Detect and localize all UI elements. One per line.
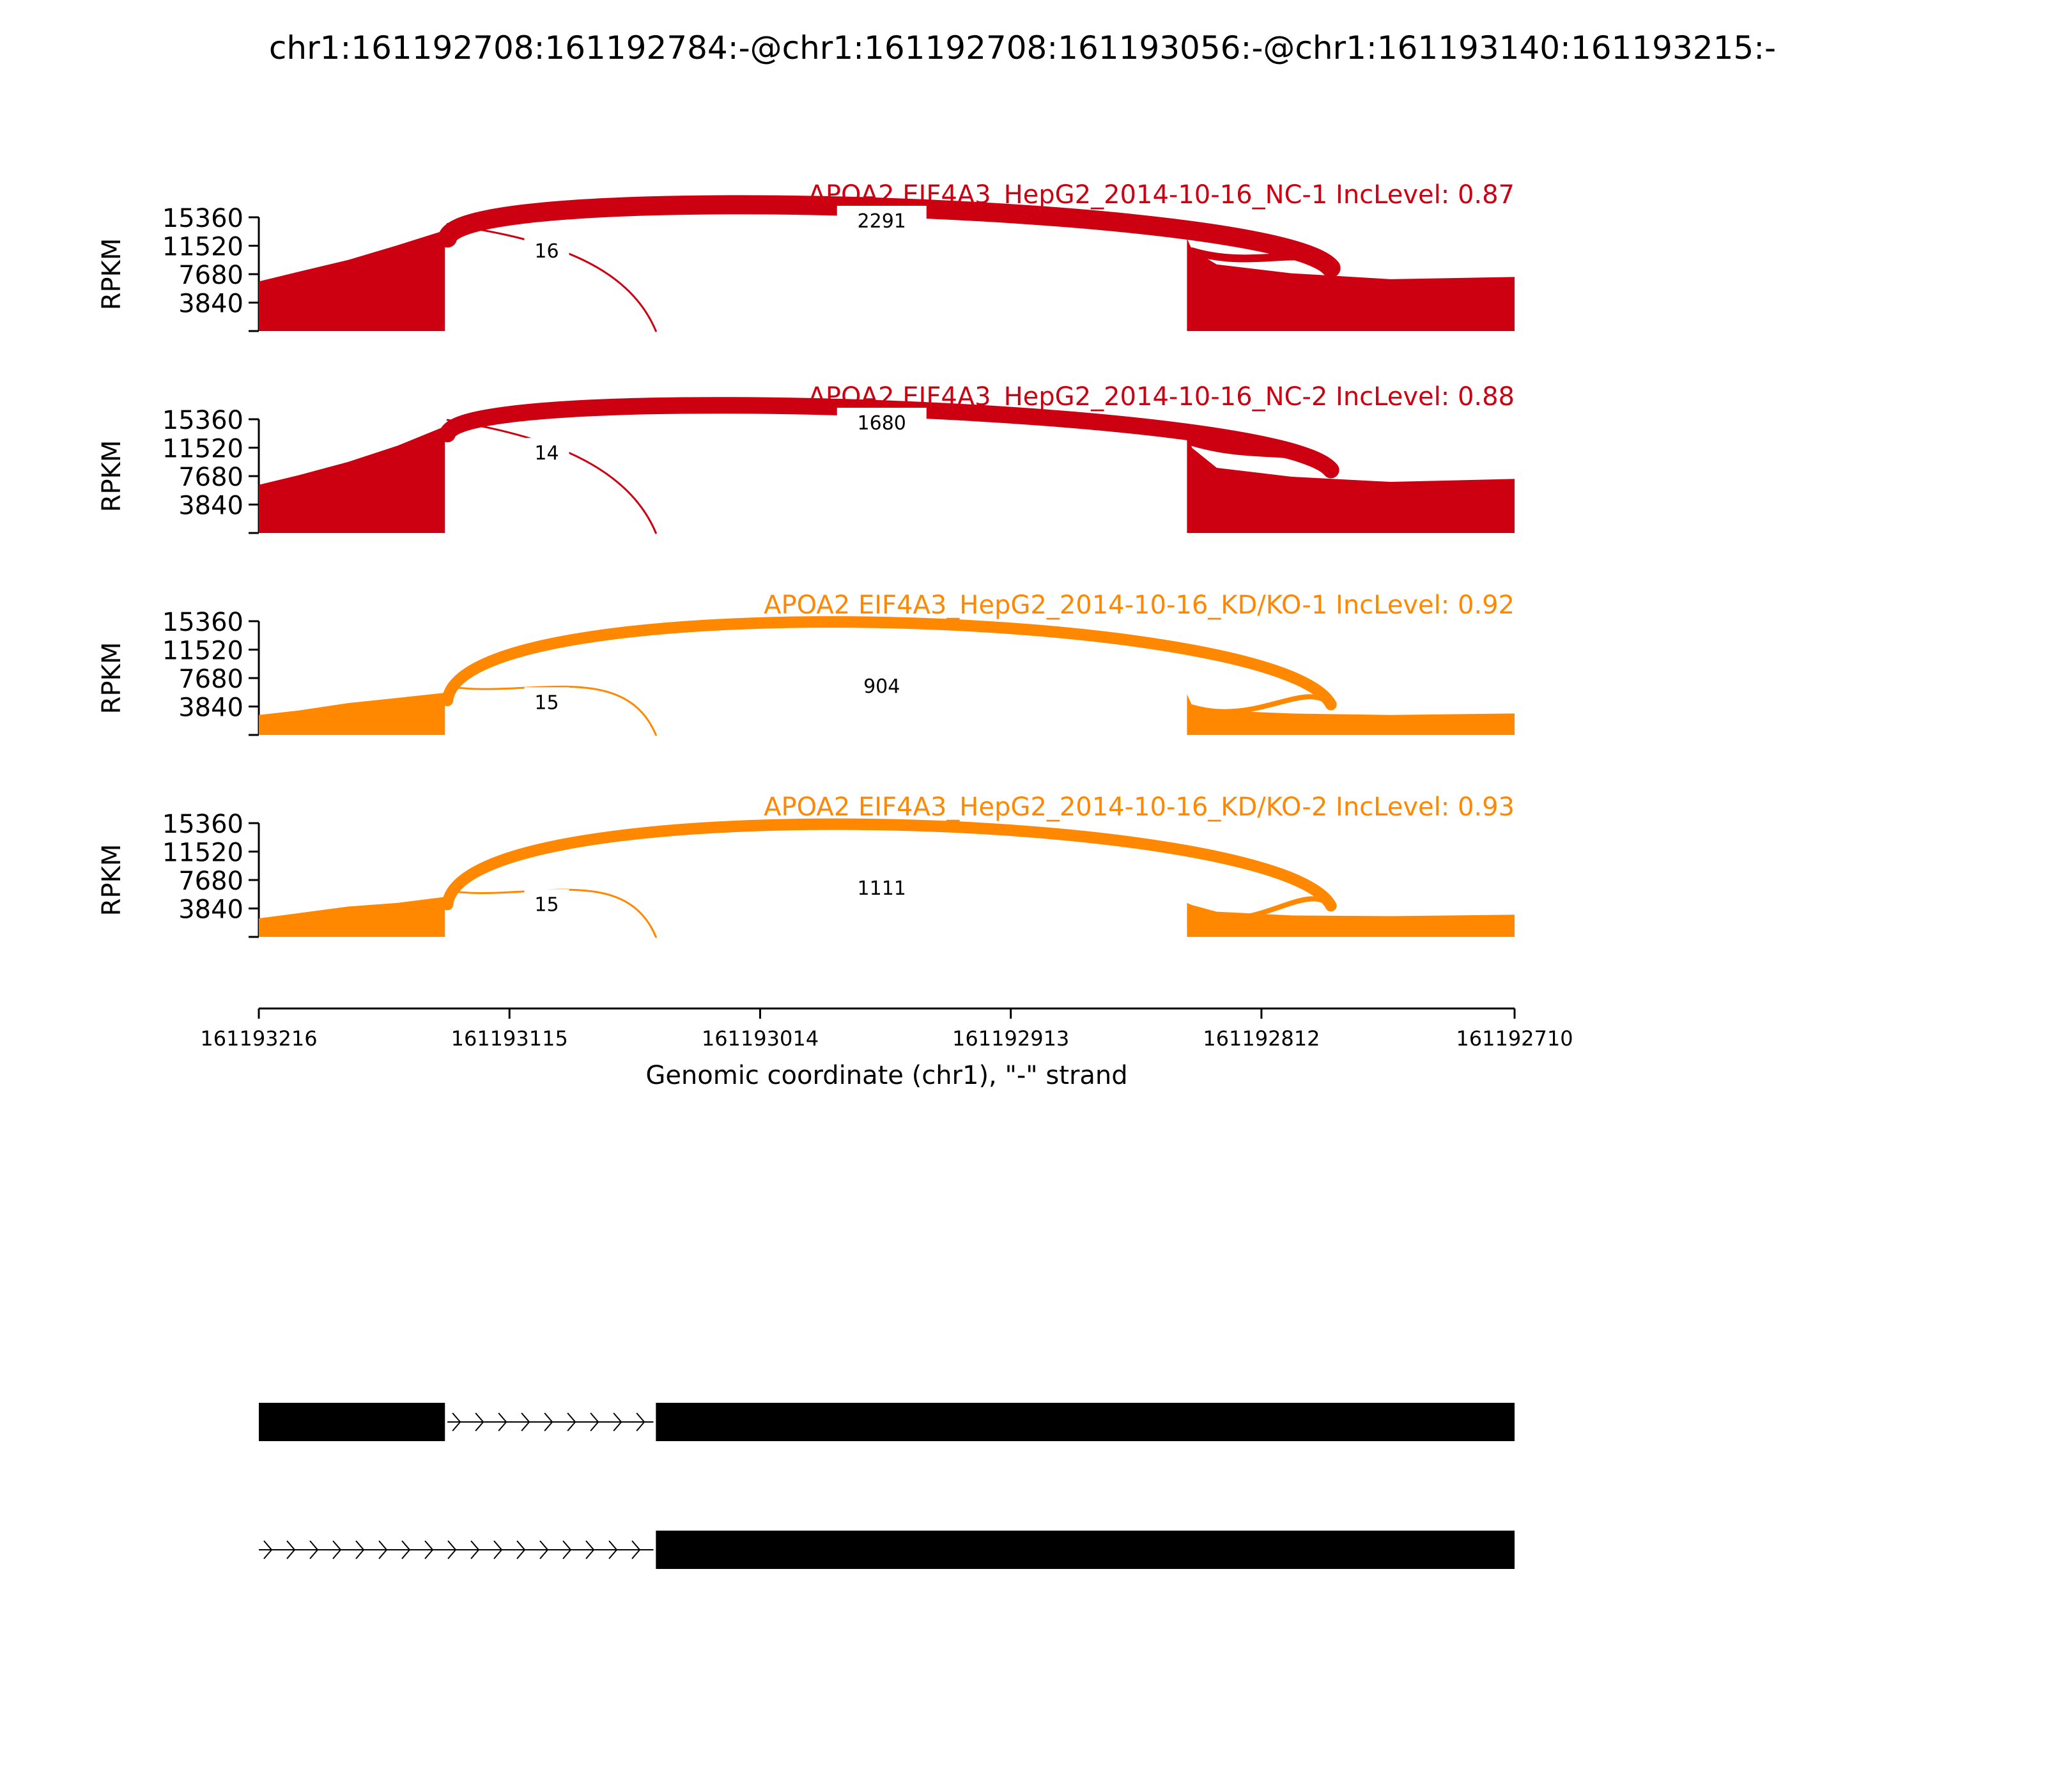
junction-arc-1 <box>447 420 656 533</box>
panel-2 <box>97 382 1515 533</box>
sample-label: APOA2 EIF4A3_HepG2_2014-10-16_KD/KO-1 IncLevel: 0.92 <box>764 591 1515 620</box>
coverage-area-1 <box>259 426 445 533</box>
y-axis-label: RPKM <box>97 642 127 714</box>
y-tick-label: 7680 <box>178 665 243 694</box>
isoform-track <box>259 1403 1515 1569</box>
junction-count-label: 16 <box>534 240 559 263</box>
figure-title: chr1:161192708:161192784:-@chr1:161192708:161193056:-@chr1:161193140:161193215:- <box>268 29 1777 66</box>
exon-block <box>656 1531 1515 1569</box>
exon-block <box>259 1403 445 1441</box>
y-tick-label: 11520 <box>162 636 243 666</box>
panel-3 <box>97 591 1515 735</box>
junction-count-label: 15 <box>534 691 559 714</box>
y-axis-label: RPKM <box>97 844 127 916</box>
sample-label: APOA2 EIF4A3_HepG2_2014-10-16_NC-1 IncLevel: 0.87 <box>808 180 1515 210</box>
y-axis-label: RPKM <box>97 440 127 513</box>
y-axis-label: RPKM <box>97 238 127 311</box>
y-tick-label: 11520 <box>162 838 243 868</box>
y-tick-label: 15360 <box>162 204 243 233</box>
y-tick-label: 11520 <box>162 232 243 262</box>
y-tick-label: 7680 <box>178 261 243 290</box>
y-tick-label: 15360 <box>162 608 243 637</box>
isoform-1 <box>259 1403 1515 1441</box>
x-tick-label: 161192710 <box>1456 1026 1573 1051</box>
x-axis <box>200 1008 1573 1090</box>
sample-label: APOA2 EIF4A3_HepG2_2014-10-16_NC-2 IncLevel: 0.88 <box>808 382 1515 412</box>
junction-count-label: 2291 <box>857 210 906 233</box>
x-tick-label: 161193115 <box>451 1026 568 1051</box>
junction-count-label: 14 <box>534 442 559 465</box>
y-tick-label: 3840 <box>178 289 243 319</box>
coverage-area-1 <box>259 897 445 937</box>
x-tick-label: 161192913 <box>952 1026 1070 1051</box>
panel-4 <box>97 792 1515 937</box>
isoform-2 <box>259 1531 1515 1569</box>
x-tick-label: 161192812 <box>1203 1026 1320 1051</box>
y-tick-label: 11520 <box>162 434 243 464</box>
junction-arc-3 <box>1192 697 1331 711</box>
x-tick-label: 161193014 <box>701 1026 819 1051</box>
coverage-area-1 <box>259 693 445 735</box>
x-tick-label: 161193216 <box>200 1026 318 1051</box>
y-tick-label: 7680 <box>178 867 243 896</box>
y-tick-label: 15360 <box>162 810 243 839</box>
junction-count-label: 1680 <box>857 412 906 435</box>
exon-block <box>656 1403 1515 1441</box>
coverage-panels <box>97 180 1515 937</box>
y-tick-label: 7680 <box>178 463 243 492</box>
junction-count-label: 15 <box>534 893 559 916</box>
y-tick-label: 15360 <box>162 406 243 435</box>
y-tick-label: 3840 <box>178 693 243 723</box>
y-tick-label: 3840 <box>178 895 243 925</box>
coverage-area-2 <box>1187 238 1515 331</box>
x-axis-label: Genomic coordinate (chr1), "-" strand <box>645 1061 1128 1090</box>
junction-count-label: 1111 <box>857 877 906 900</box>
panel-1 <box>97 180 1515 331</box>
junction-count-label: 904 <box>863 675 900 698</box>
coverage-area-2 <box>1187 694 1515 735</box>
coverage-area-1 <box>259 230 445 331</box>
sample-label: APOA2 EIF4A3_HepG2_2014-10-16_KD/KO-2 IncLevel: 0.93 <box>764 792 1515 822</box>
y-tick-label: 3840 <box>178 491 243 521</box>
